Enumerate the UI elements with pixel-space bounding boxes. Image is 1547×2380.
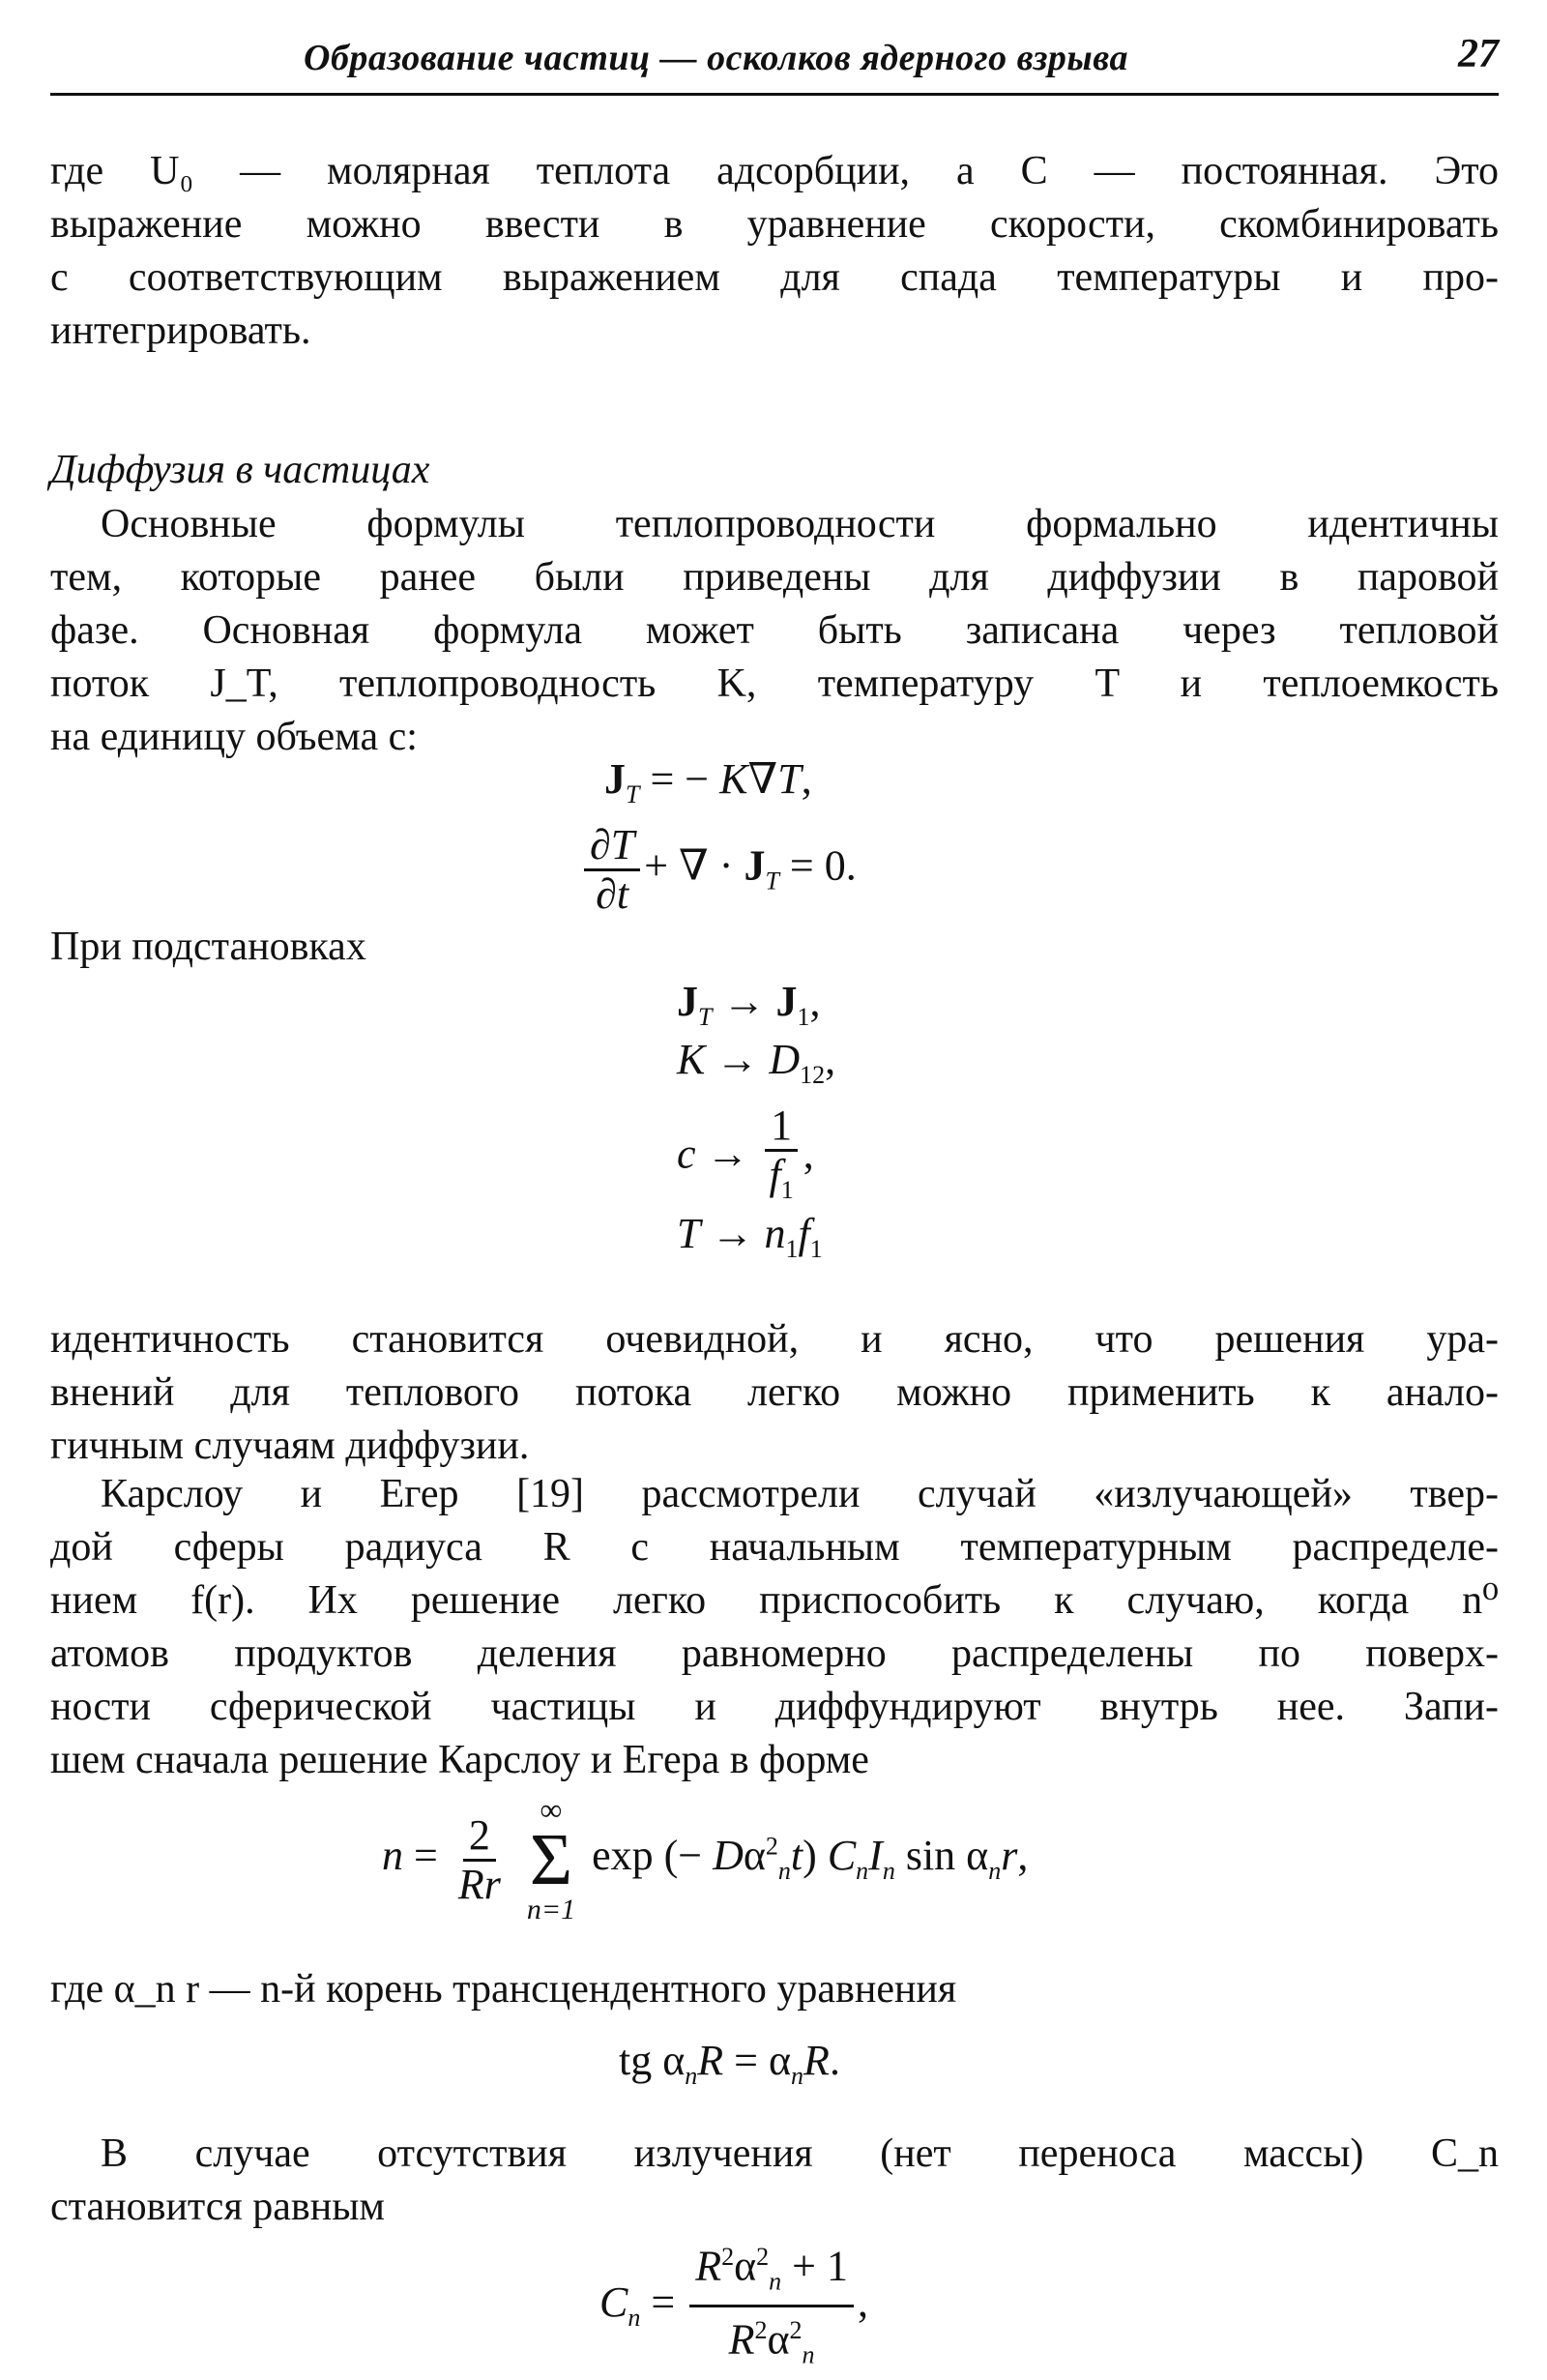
text-line: становится равным [50,2185,386,2229]
header-rule [50,93,1499,96]
equation-cn: $C_n$ = $\frac{R^2\alpha^2_n + 1}{R^2\alpha^2_n}$ , [599,2234,868,2379]
text-line: на единицу объема c: [50,715,418,759]
paragraph-carslaw-jaeger [50,1468,1499,1787]
text-line: шем сначала решение Карслоу и Егера в форме [50,1738,869,1782]
paragraph-identity [50,1313,1499,1473]
text-line: гичным случаям диффузии. [50,1424,530,1468]
intro-paragraph [50,145,1499,358]
text-line: поток J_T, теплопроводность K, температуру T и теплоемкость [50,661,1499,706]
text-line: ности сферической частицы и диффундируют внутрь нее. Запи- [50,1685,1499,1729]
substitution-4: $T \to n_1f_1$ [677,1210,823,1263]
paragraph-no-radiation [50,2128,1499,2234]
text-line: где U₀ — молярная теплота адсорбции, а C — постоянная. Это [50,149,1499,193]
text-line: нием f(r). Их решение легко приспособить к случаю, когда n⁰ [50,1578,1499,1623]
text-line: атомов продуктов деления равномерно распределены по поверх- [50,1631,1499,1676]
text-line: дой сферы радиуса R с начальным температурным распределе- [50,1525,1499,1570]
equation-series-solution: n = $\frac{2}{Rr}$ ∞ Σ n=1 exp (− $D\alpha^2_nt$) $C_nI_n$ $\sin \alpha_nr$, [382,1792,1029,1925]
paragraph-root [50,1963,1211,2016]
equation-continuity: $\frac{\partial T}{\partial t}$ + ∇ · $J_T = 0$. [580,822,857,918]
equation-flux: $J_T$ = − K∇T, [604,755,812,808]
text-line: с соответствующим выражением для спада температуры и про- [50,255,1499,300]
running-header [50,23,1499,93]
text-line: тем, которые ранее были приведены для диффузии в паровой [50,555,1499,600]
text-line: Карслоу и Егер [19] рассмотрели случай «излучающей» твер- [101,1472,1499,1516]
text-line: Основные формулы теплопроводности формально идентичны [101,502,1499,546]
substitution-3: c → $\frac{1}{f_1}$ , [677,1102,814,1204]
text-line: выражение можно ввести в уравнение скорости, скомбинировать [50,202,1499,247]
text-line: внений для теплового потока легко можно применить к анало- [50,1370,1499,1415]
page-number: 27 [1458,32,1499,76]
text-line: интегрировать. [50,309,311,353]
substitution-label [50,921,630,974]
text-line: При подстановках [50,925,366,969]
substitution-2: $K \to D_{12}$, [677,1036,836,1089]
text-line: В случае отсутствия излучения (нет переноса массы) C_n [101,2131,1499,2176]
text-line: фазе. Основная формула может быть записана через тепловой [50,608,1499,653]
section-heading: Диффузия в частицах [50,448,430,492]
equation-transcendental: tg $\alpha_nR = \alpha_nR$. [619,2037,840,2090]
header-title: Образование частиц — осколков ядерного взрыва [304,38,1129,78]
substitution-1: $J_T \to J_1$, [677,978,821,1031]
paragraph-heat-conduction [50,498,1499,764]
text-line: идентичность становится очевидной, и ясно, что решения ура- [50,1317,1499,1362]
text-line: где α_n r — n-й корень трансцендентного уравнения [50,1967,957,2012]
